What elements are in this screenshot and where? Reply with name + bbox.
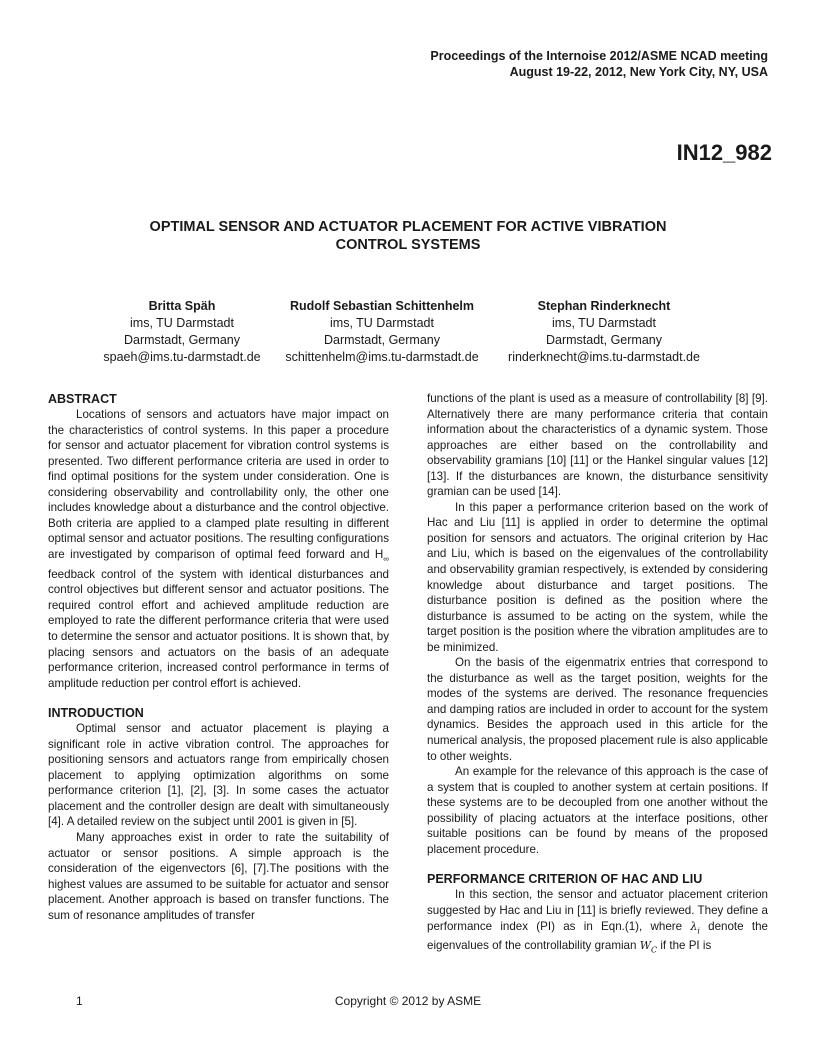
lambda-symbol: λ (690, 919, 698, 933)
page-number: 1 (76, 994, 83, 1008)
author-name: Rudolf Sebastian Schittenhelm (289, 299, 475, 313)
gramian-subscript: C (651, 945, 658, 955)
conference-header (268, 48, 768, 80)
author-block-3 (498, 298, 710, 366)
gramian-symbol: W (639, 939, 651, 953)
conference-line-1: Proceedings of the Internoise 2012/ASME NCAD meeting (430, 49, 768, 63)
performance-text-part-2: denote the eigenvalues of the controllability gramian (427, 919, 768, 953)
author-location: Darmstadt, Germany (323, 333, 440, 347)
title-line-2: CONTROL SYSTEMS (335, 237, 481, 253)
author-affiliation: ims, TU Darmstadt (330, 316, 434, 330)
performance-text-part-3: if the PI is (657, 939, 712, 953)
right-column (427, 391, 768, 958)
author-name: Stephan Rinderknecht (537, 299, 671, 313)
introduction-paragraph-1: Optimal sensor and actuator placement is playing a significant role in active vibration control. The approaches for positioning sensors and actuators range from empirically chosen placement to applying optimization algorithms on some performance criterion [1], [2], [3]. In some cases the actuator placement and the controller design are dealt with simultaneously [4]. A detailed review on the subject until 2001 is given in [5]. (48, 722, 389, 829)
conference-line-2: August 19-22, 2012, New York City, NY, USA (509, 65, 768, 79)
paper-id: IN12_982 (676, 140, 772, 165)
copyright-notice: Copyright © 2012 by ASME (334, 994, 482, 1008)
abstract-text-part-2: feedback control of the system with identical disturbances and control objectives but different sensor and actuator positions. The required control effort and achieved amplitude reduction are employed to rate the different performance criteria that were used to determine the sensor and actuator positions. It is shown that, by placing sensors and actuators on the basis of an adequate performance criterion, increased control performance in terms of amplitude reduction per control effort is achieved. (48, 567, 389, 690)
author-email: spaeh@ims.tu-darmstadt.de (103, 350, 261, 364)
abstract-text-part-1: Locations of sensors and actuators have major impact on the characteristics of control systems. In this paper a procedure for sensor and actuator placement for vibration control systems is presented. Two different performance criteria are used in order to find optimal positions for the system under consideration. One is considering observability and controllability only, the other one includes knowledge about a disturbance and the control objective. Both criteria are applied to a clamped plate resulting in different optimal sensor and actuator positions. The resulting configurations are investigated by comparison of optimal feed forward and H (48, 408, 389, 561)
left-column (48, 391, 389, 923)
abstract-heading: ABSTRACT (48, 392, 117, 406)
performance-criterion-paragraph (427, 887, 768, 958)
introduction-paragraph-3: In this paper a performance criterion based on the work of Hac and Liu [11] is applied in order to determine the optimal position for sensors and actuators. The original criterion by Hac and Liu, which is based on the eigenvalues of the controllability and observability gramian respectively, is extended by considering knowledge about disturbance and target positions. The disturbance position is defined as the position where the disturbance is assumed to be acting on the system, while the target position is the position where the vibration amplitudes are to be minimized. (427, 500, 768, 654)
title-line-1: OPTIMAL SENSOR AND ACTUATOR PLACEMENT FOR ACTIVE VIBRATION (149, 219, 667, 235)
performance-criterion-heading: PERFORMANCE CRITERION OF HAC AND LIU (427, 872, 703, 887)
introduction-paragraph-2: Many approaches exist in order to rate the suitability of actuator or sensor positions. A simple approach is the consideration of the eigenvectors [6], [7].The positions with the highest values are assumed to be suitable for actuator and sensor placement. Another approach is based on transfer functions. The sum of resonance amplitudes of transfer (48, 830, 389, 922)
author-location: Darmstadt, Germany (123, 333, 240, 347)
paper-title (60, 218, 756, 254)
author-block-2 (276, 298, 488, 366)
introduction-heading: INTRODUCTION (48, 706, 144, 721)
introduction-paragraph-5: An example for the relevance of this approach is the case of a system that is coupled to another system at certain positions. If these systems are to be decoupled from one another without the possibility of placing actuators at the interface positions, other suitable positions can be found by means of the proposed placement procedure. (427, 765, 768, 856)
performance-text-part-1: In this section, the sensor and actuator placement criterion suggested by Hac and Liu in [11] is briefly reviewed. They define a performance index (PI) as in Eqn.(1), where (427, 888, 768, 933)
author-location: Darmstadt, Germany (545, 333, 662, 347)
author-email: schittenhelm@ims.tu-darmstadt.de (285, 350, 479, 364)
lambda-subscript: i (697, 925, 700, 935)
author-affiliation: ims, TU Darmstadt (130, 316, 234, 330)
introduction-paragraph-2-continued: functions of the plant is used as a measure of controllability [8] [9]. Alternatively there are many performance criteria that contain information about the characteristics of a dynamic system. Those approaches are either based on the controllability and observability gramians [10] [11] or the Hankel singular values [12] [13]. If the disturbances are known, the disturbance sensitivity gramian can be used [14]. (427, 392, 768, 499)
author-block-1 (96, 298, 268, 366)
author-email: rinderknecht@ims.tu-darmstadt.de (508, 350, 700, 364)
h-infinity-subscript: ∞ (383, 554, 389, 564)
author-name: Britta Späh (148, 299, 216, 313)
author-affiliation: ims, TU Darmstadt (552, 316, 656, 330)
introduction-paragraph-4: On the basis of the eigenmatrix entries that correspond to the disturbance as well as the target position, weights for the modes of the systems are derived. The resonance frequencies and damping ratios are included in order to account for the system dynamics. Besides the approach used in this article for the numerical analysis, the proposed placement rule is also applicable to other weights. (427, 656, 768, 763)
abstract-text (48, 407, 389, 691)
